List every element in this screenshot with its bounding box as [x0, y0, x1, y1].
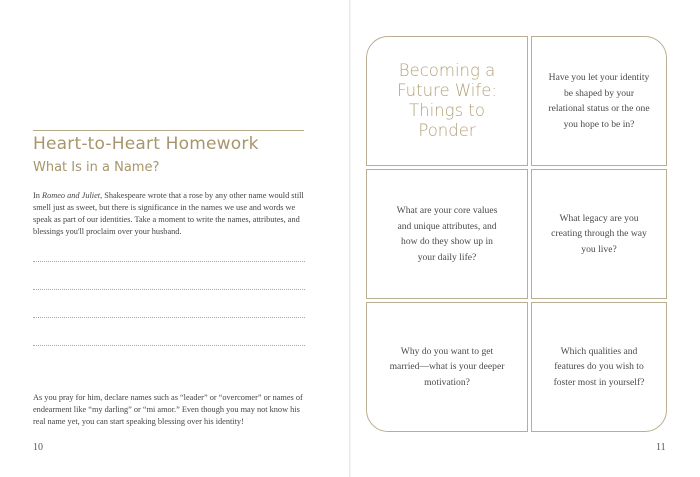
- writing-lines[interactable]: [33, 261, 305, 373]
- question-card: [366, 302, 528, 432]
- homework-title: Heart-to-Heart Homework: [33, 134, 259, 154]
- ponder-heading-card: [366, 36, 528, 166]
- question-card: [531, 36, 667, 166]
- question-text: Which qualities and features do you wish to foster most in yourself?: [553, 345, 645, 388]
- writing-line[interactable]: [33, 289, 305, 290]
- ponder-heading: Becoming a Future Wife: Things to Ponder: [397, 61, 497, 140]
- homework-subtitle: What Is in a Name?: [33, 160, 160, 175]
- question-card: [366, 169, 528, 299]
- page-number-left: 10: [33, 442, 43, 453]
- question-text: What legacy are you creating through the way you live?: [551, 212, 647, 255]
- question-text: Have you let your identity be shaped by your relational status or the one you hope to be in?: [548, 72, 650, 130]
- ponder-grid: [366, 36, 668, 432]
- question-card: [531, 169, 667, 299]
- closing-paragraph: As you pray for him, declare names such as “leader” or “overcomer” or names of endearment like “my darling” or “mi amor.” Even though you may not know his real name yet, you can start speaking blessing over his identity!: [33, 393, 303, 426]
- writing-line[interactable]: [33, 345, 305, 346]
- page-number-right: 11: [656, 442, 666, 453]
- question-text: Why do you want to get married—what is your deeper motivation?: [389, 345, 505, 388]
- question-card: [531, 302, 667, 432]
- intro-paragraph: In Romeo and Juliet, Shakespeare wrote that a rose by any other name would still smell just as sweet, but there is significance in the names we use and words we speak as part of our identities. Take a moment to write the names, attributes, and blessings you'll proclaim over your husband.: [33, 191, 304, 236]
- page-gutter: [349, 0, 351, 477]
- play-title: Romeo and Juliet: [42, 191, 101, 200]
- writing-line[interactable]: [33, 317, 305, 318]
- writing-line[interactable]: [33, 261, 305, 262]
- title-rule: [33, 130, 304, 131]
- left-page: [0, 0, 349, 477]
- question-text: What are your core values and unique attributes, and how do they show up in your daily life?: [396, 205, 498, 263]
